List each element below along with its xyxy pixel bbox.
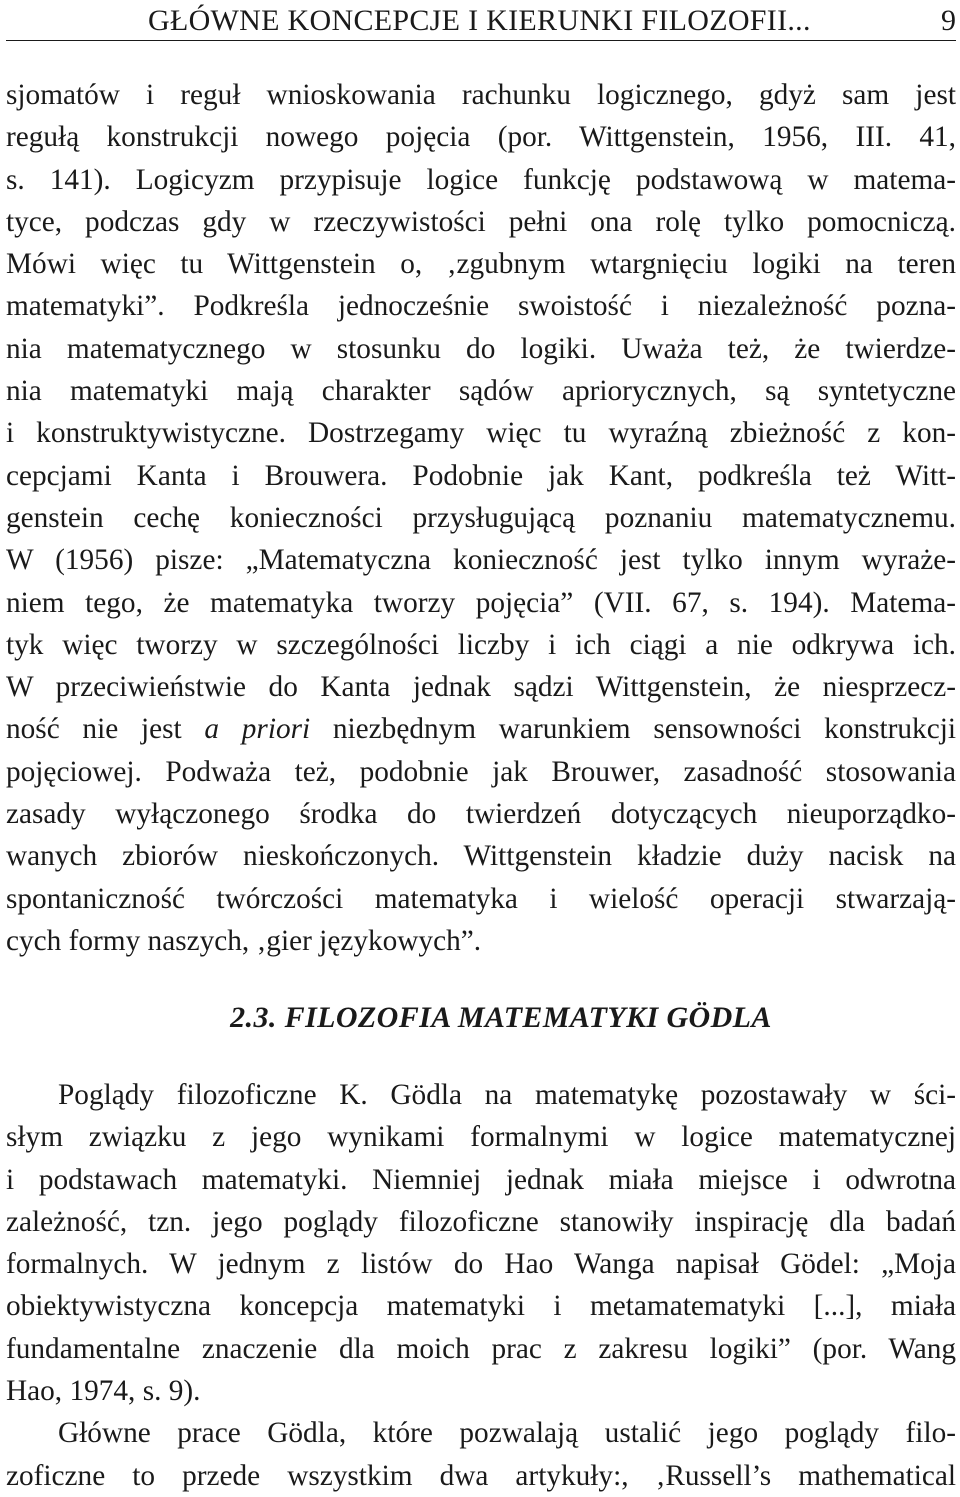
text-line: regułą konstrukcji nowego pojęcia (por. Wittgenstein, 1956, III. 41, [6,121,956,154]
text-line: cepcjami Kanta i Brouwera. Podobnie jak Kant, podkreśla też Witt- [6,459,956,492]
text-line: nia matematyki mają charakter sądów apriorycznych, są syntetyczne [6,375,956,408]
paragraph [6,1074,956,1412]
text-line: tyce, podczas gdy w rzeczywistości pełni ona rolę tylko pomocniczą. [6,205,956,238]
running-title: GŁÓWNE KONCEPCJE I KIERUNKI FILOZOFII... [148,4,811,37]
text-line: cych formy naszych, ‚gier językowych”. [6,924,482,957]
paragraph [6,74,956,962]
text-line: pojęciowej. Podważa też, podobnie jak Brouwer, zasadność stosowania [6,755,956,788]
section-body [6,1074,956,1497]
text-line: słym związku z jego wynikami formalnymi w logice matematycznej [6,1121,956,1154]
text-line: nia matematycznego w stosunku do logiki. Uważa też, że twierdze- [6,332,956,365]
text-line: i podstawach matematyki. Niemniej jednak miała miejsce i odwrotna [6,1163,956,1196]
text-line: W przeciwieństwie do Kanta jednak sądzi Wittgenstein, że niesprzecz- [6,671,956,704]
text-line: matematyki”. Podkreśla jednocześnie swoistość i niezależność pozna- [6,290,956,323]
text-line: tyk więc tworzy w szczególności liczby i ich ciągi a nie odkrywa ich. [6,628,956,661]
section-heading: 2.3. FILOZOFIA MATEMATYKI GÖDLA [230,1001,772,1034]
text-line: fundamentalne znaczenie dla moich prac z zakresu logiki” (por. Wang [6,1332,956,1365]
text-line: Poglądy filozoficzne K. Gödla na matematykę pozostawały w ści- [58,1079,956,1111]
text-line: s. 141). Logicyzm przypisuje logice funkcję podstawową w matema- [6,163,956,196]
text-line: W (1956) pisze: „Matematyczna konieczność jest tylko innym wyraże- [6,544,956,577]
text-line: sjomatów i reguł wnioskowania rachunku logicznego, gdyż sam jest [6,79,956,111]
text-line: Główne prace Gödla, które pozwalają ustalić jego poglądy filo- [58,1417,956,1450]
text-line-with-italic [6,708,956,750]
text-line: zasady wyłączonego środka do twierdzeń dotyczących nieuporządko- [6,798,956,831]
paragraph-continued [6,74,956,962]
text-line: i konstruktywistyczne. Dostrzegamy więc tu wyraźną zbieżność z kon- [6,417,956,450]
text-line: obiektywistyczna koncepcja matematyki i metamatematyki [...], miała [6,1290,956,1323]
page-number: 9 [941,4,956,37]
paragraph [6,1412,956,1497]
italic-term: a priori [204,713,311,746]
text-line: genstein cechę konieczności przysługującą poznaniu matematycznemu. [6,501,956,534]
text-line: spontaniczność twórczości matematyka i wielość operacji stwarzają- [6,882,956,915]
text-line: zoficzne to przede wszystkim dwa artykuły:, ‚Russell’s mathematical [6,1459,956,1492]
text-fragment: ność nie jest [6,713,205,746]
text-line: Mówi więc tu Wittgenstein o, ‚zgubnym wtargnięciu logiki na teren [6,248,956,281]
text-fragment: niezbędnym warunkiem sensowności konstrukcji [310,713,956,746]
text-line: niem tego, że matematyka tworzy pojęcia” (VII. 67, s. 194). Matema- [6,586,956,619]
text-line: formalnych. W jednym z listów do Hao Wanga napisał Gödel: „Moja [6,1248,956,1281]
book-page [6,0,956,1493]
running-header [6,2,956,41]
text-line: wanych zbiorów nieskończonych. Wittgenstein kładzie duży nacisk na [6,840,956,873]
text-line: zależność, tzn. jego poglądy filozoficzne stanowiły inspirację dla badań [6,1205,956,1238]
text-line: Hao, 1974, s. 9). [6,1375,201,1408]
